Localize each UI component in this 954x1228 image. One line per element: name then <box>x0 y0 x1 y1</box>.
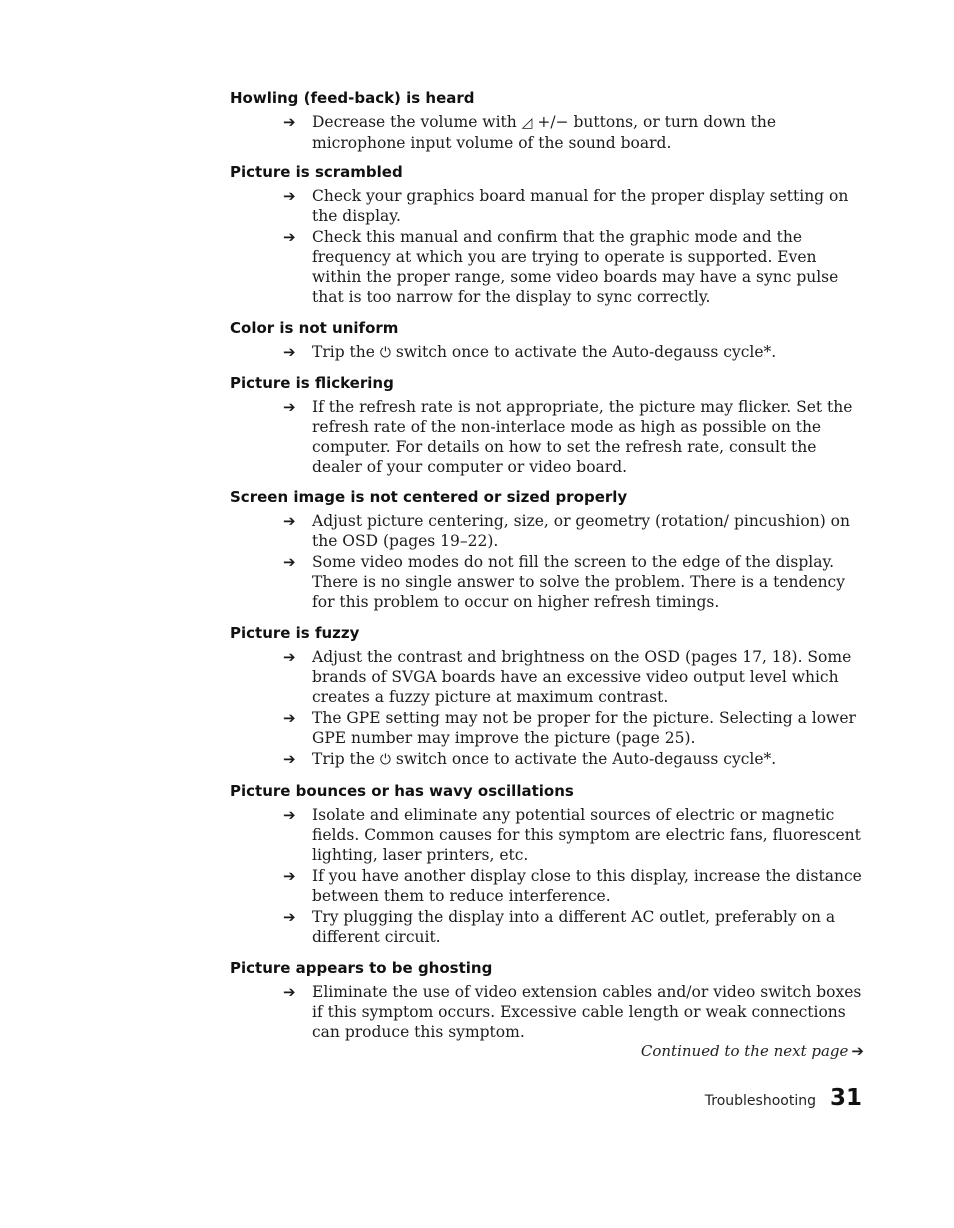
troubleshooting-section <box>230 373 870 478</box>
bullet-arrow-icon: ➔ <box>283 187 296 205</box>
page-footer <box>705 1085 862 1111</box>
remedy-text: Adjust the contrast and brightness on the OSD (pages 17, 18). Some brands of SVGA boards have an excessive video output level which creates a fuzzy picture at maximum contrast. <box>312 648 852 706</box>
power-icon: ⏻ <box>379 752 391 768</box>
bullet-arrow-icon: ➔ <box>283 343 296 361</box>
troubleshooting-section <box>230 781 870 948</box>
bullet-arrow-icon: ➔ <box>283 709 296 727</box>
volume-icon: ◿ <box>521 115 533 131</box>
remedy-list <box>230 982 870 1042</box>
remedy-text: Trip the <box>312 343 380 361</box>
remedy-text: The GPE setting may not be proper for the picture. Selecting a lower GPE number may improve the picture (page 25). <box>312 709 856 747</box>
section-heading: Picture bounces or has wavy oscillations <box>230 782 574 800</box>
remedy-text: If you have another display close to this display, increase the distance between them to reduce interference. <box>312 867 862 905</box>
remedy-list <box>230 186 870 307</box>
remedy-text: +/− buttons, or turn down the microphone input volume of the sound board. <box>312 113 777 152</box>
remedy-text: Check your graphics board manual for the proper display setting on the display. <box>312 187 849 225</box>
remedy-item <box>230 227 870 307</box>
troubleshooting-section <box>230 162 870 308</box>
remedy-item <box>230 708 870 748</box>
power-icon: ⏻ <box>379 345 391 361</box>
section-heading: Screen image is not centered or sized properly <box>230 488 628 506</box>
remedy-list <box>230 342 870 363</box>
continued-arrow-icon: ➔ <box>851 1042 864 1060</box>
remedy-item <box>230 866 870 906</box>
remedy-item <box>230 749 870 770</box>
troubleshooting-section <box>230 623 870 771</box>
section-heading: Color is not uniform <box>230 319 399 337</box>
remedy-text: If the refresh rate is not appropriate, the picture may flicker. Set the refresh rate of the non-interlace mode as high as possible on the computer. For details on how to set the refresh rate, consult the dealer of your computer or video board. <box>312 398 853 476</box>
section-heading: Picture is fuzzy <box>230 624 360 642</box>
remedy-item <box>230 397 870 477</box>
continued-note <box>641 1041 864 1061</box>
remedy-list <box>230 511 870 612</box>
bullet-arrow-icon: ➔ <box>283 648 296 666</box>
remedy-text: Check this manual and confirm that the graphic mode and the frequency at which you are trying to operate is supported. Even within the proper range, some video boards may have a sync pulse that is too narrow for the display to sync correctly. <box>312 228 839 306</box>
section-heading: Howling (feed-back) is heard <box>230 89 475 107</box>
remedy-item <box>230 112 870 153</box>
troubleshooting-section <box>230 958 870 1043</box>
remedy-list <box>230 805 870 947</box>
bullet-arrow-icon: ➔ <box>283 113 296 131</box>
footer-section-label: Troubleshooting <box>704 1093 816 1109</box>
remedy-item <box>230 805 870 865</box>
bullet-arrow-icon: ➔ <box>283 806 296 824</box>
remedy-text: Eliminate the use of video extension cables and/or video switch boxes if this symptom occurs. Excessive cable length or weak connections can produce this symptom. <box>312 983 862 1041</box>
remedy-text: Decrease the volume with <box>312 113 522 131</box>
remedy-text: Trip the <box>312 750 380 768</box>
remedy-item <box>230 552 870 612</box>
remedy-text: Some video modes do not fill the screen to the edge of the display. There is no single answer to solve the problem. There is a tendency for this problem to occur on higher refresh timings. <box>312 553 845 611</box>
remedy-text: Isolate and eliminate any potential sources of electric or magnetic fields. Common causes for this symptom are electric fans, fluorescent lighting, laser printers, etc. <box>312 806 861 864</box>
bullet-arrow-icon: ➔ <box>283 908 296 926</box>
remedy-list <box>230 397 870 477</box>
continued-text: Continued to the next page <box>640 1042 849 1060</box>
remedy-item <box>230 511 870 551</box>
remedy-list <box>230 112 870 153</box>
bullet-arrow-icon: ➔ <box>283 398 296 416</box>
remedy-item <box>230 647 870 707</box>
section-heading: Picture is flickering <box>230 374 394 392</box>
remedy-text: switch once to activate the Auto-degauss cycle*. <box>390 750 777 768</box>
remedy-text: switch once to activate the Auto-degauss cycle*. <box>390 343 777 361</box>
bullet-arrow-icon: ➔ <box>283 750 296 768</box>
bullet-arrow-icon: ➔ <box>283 512 296 530</box>
section-heading: Picture is scrambled <box>230 163 403 181</box>
remedy-item <box>230 907 870 947</box>
troubleshooting-section <box>230 487 870 613</box>
remedy-text: Try plugging the display into a different AC outlet, preferably on a different circuit. <box>312 908 836 946</box>
troubleshooting-section <box>230 318 870 364</box>
remedy-list <box>230 647 870 770</box>
remedy-text: Adjust picture centering, size, or geometry (rotation/ pincushion) on the OSD (pages 19–22). <box>312 512 850 550</box>
remedy-item <box>230 186 870 226</box>
bullet-arrow-icon: ➔ <box>283 983 296 1001</box>
section-heading: Picture appears to be ghosting <box>230 959 493 977</box>
remedy-item <box>230 982 870 1042</box>
troubleshooting-section <box>230 88 870 154</box>
remedy-item <box>230 342 870 363</box>
bullet-arrow-icon: ➔ <box>283 228 296 246</box>
page-number: 31 <box>829 1085 862 1111</box>
bullet-arrow-icon: ➔ <box>283 867 296 885</box>
bullet-arrow-icon: ➔ <box>283 553 296 571</box>
